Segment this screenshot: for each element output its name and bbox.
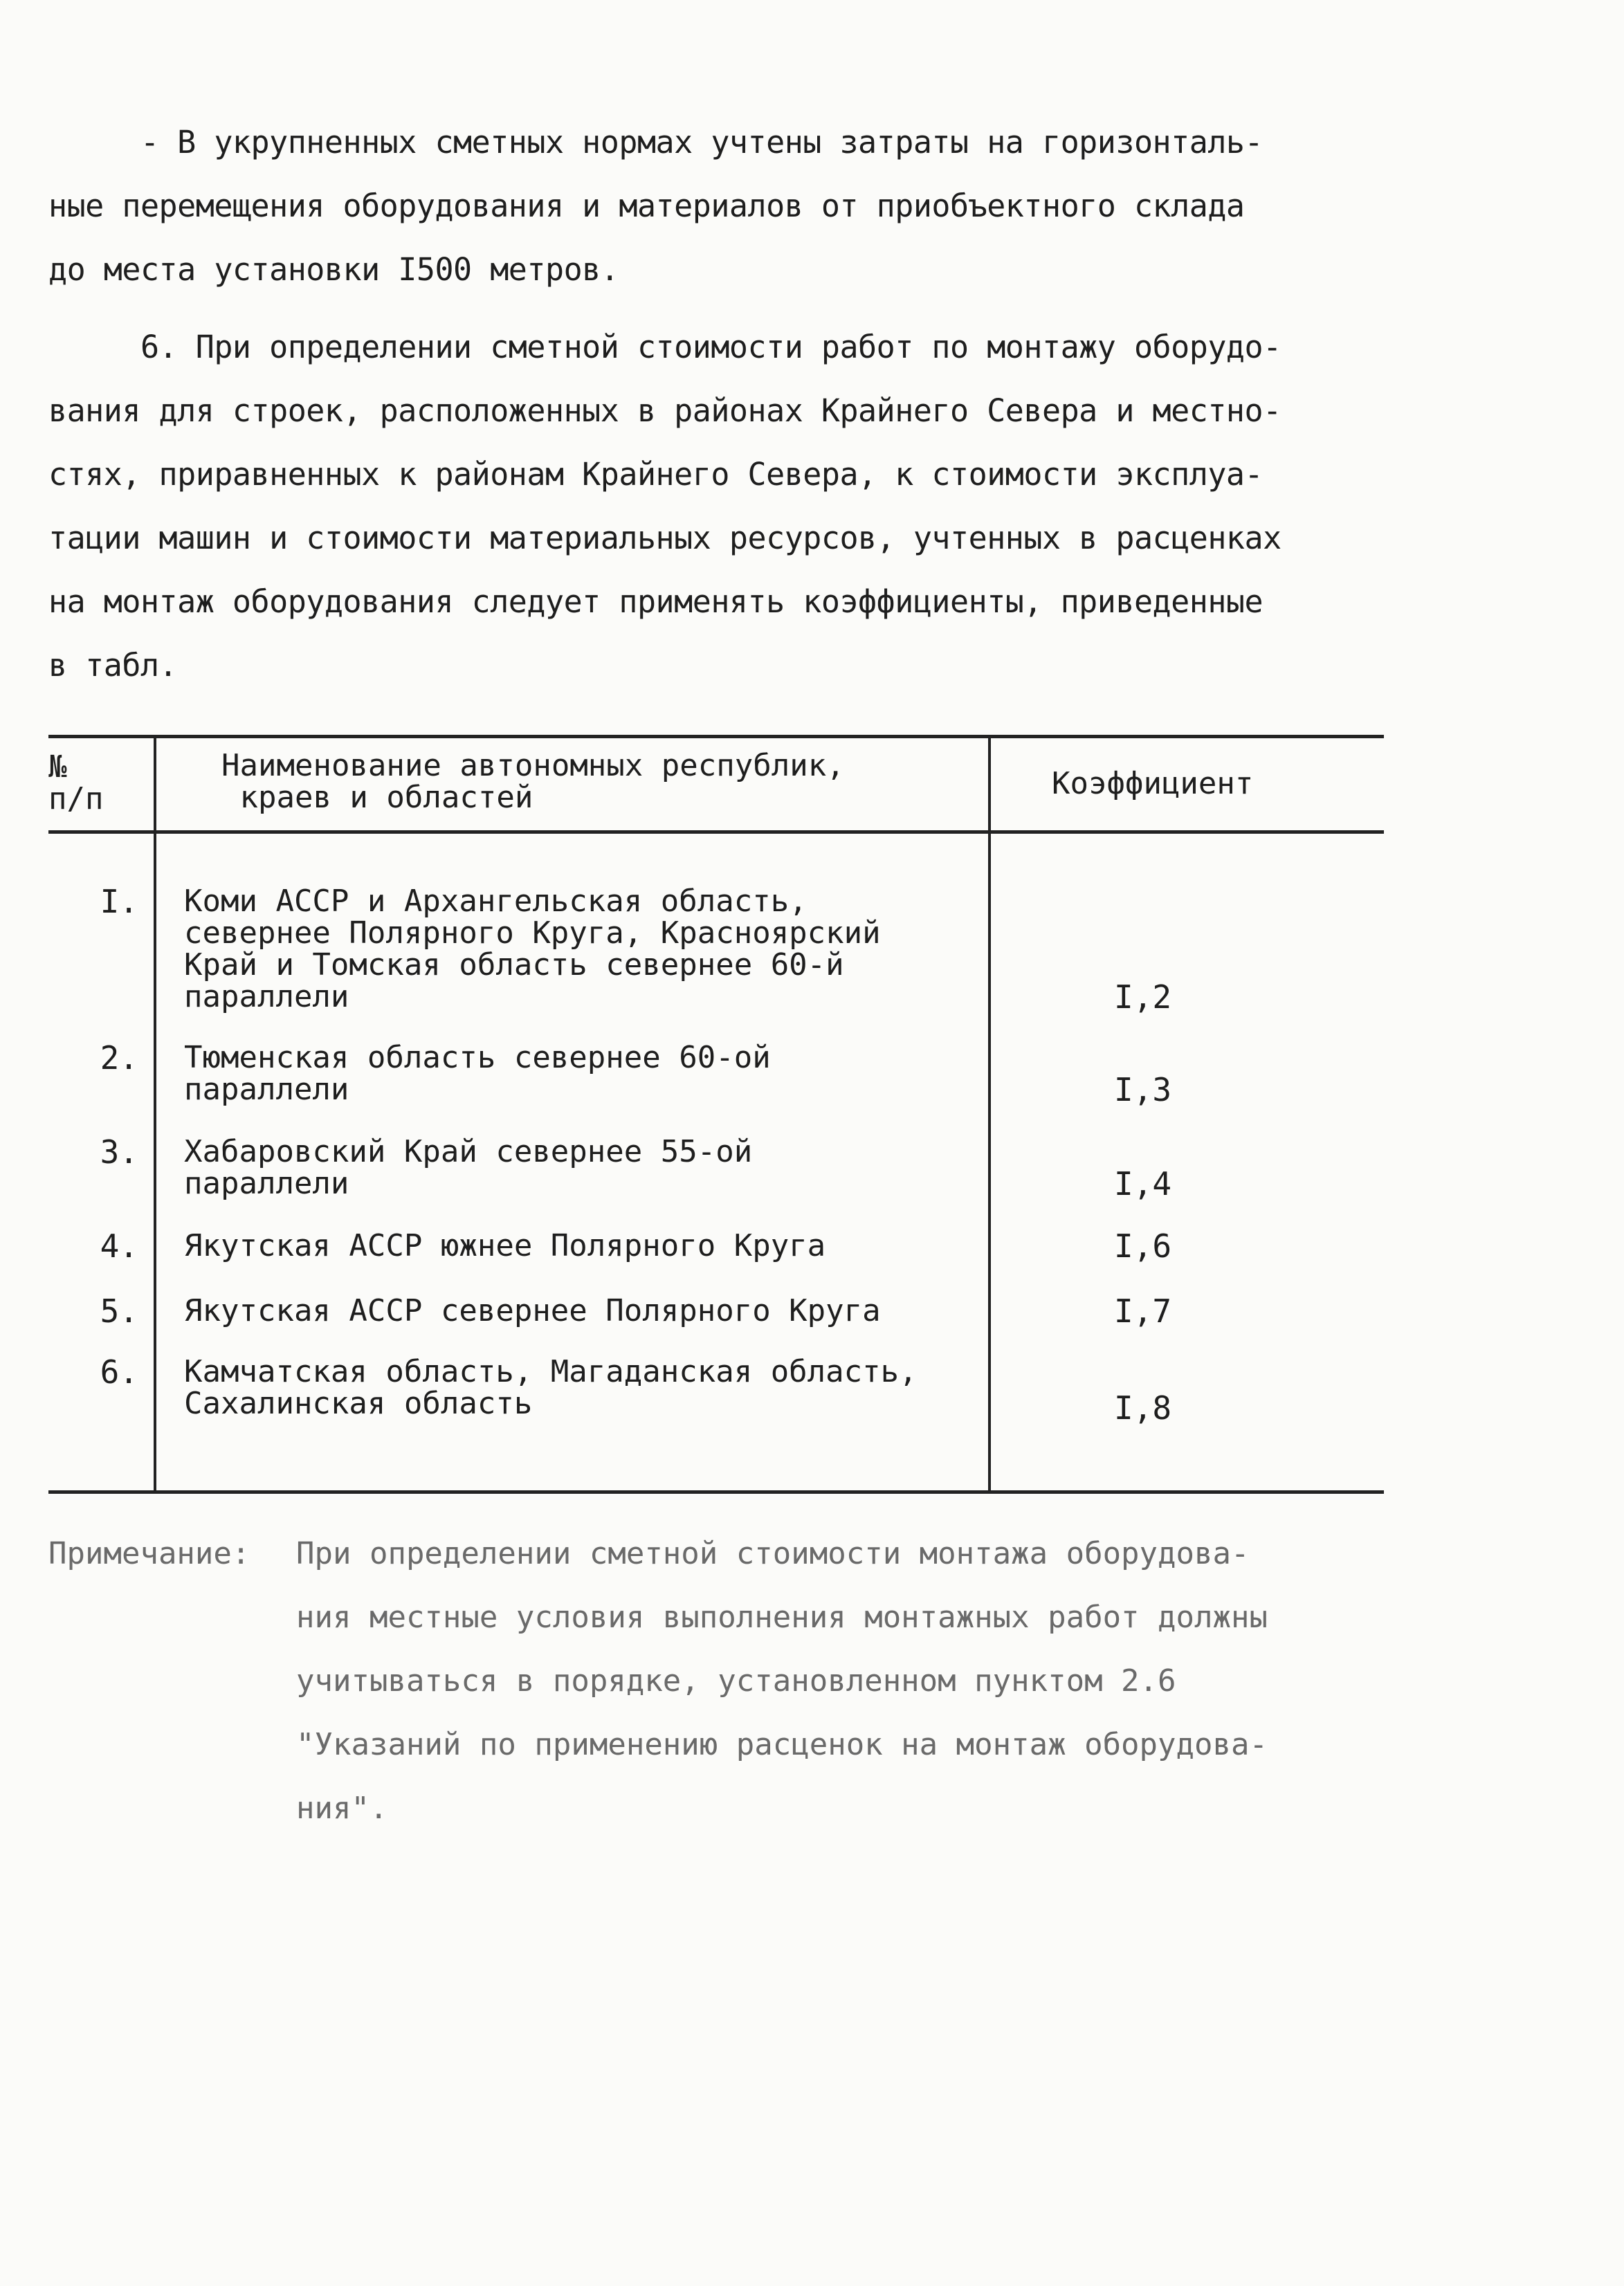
coefficients-table [48,735,1384,1493]
row-region: Якутская АССР южнее Полярного Круга [184,1228,826,1263]
text-line: ные перемещения оборудования и материалов от приобъектного склада [48,188,1245,224]
paragraph-item-6 [48,316,1349,697]
row-coefficient: I,8 [1114,1389,1172,1427]
row-number: 3. [100,1133,138,1171]
text-line: - В укрупненных сметных нормах учтены затраты на горизонталь- [48,124,1263,161]
text-line: стях, приравненных к районам Крайнего Севера, к стоимости эксплуа- [48,456,1263,493]
row-number: I. [100,883,138,920]
note-label: Примечание: [48,1536,250,1571]
text-line: в табл. [48,647,178,684]
text-line: "Указаний по применению расценок на монтаж оборудова- [296,1727,1268,1762]
row-region: Якутская АССР севернее Полярного Круга [184,1293,881,1328]
text-line: ния". [296,1791,388,1826]
text-line: до места установки I500 метров. [48,251,619,288]
table-top-rule [48,735,1384,738]
row-region: Хабаровский Край севернее 55-ой параллели [184,1134,753,1201]
column-header-region: Наименование автономных республик, краев и областей [221,748,845,815]
text-line: ния местные условия выполнения монтажных работ должны [296,1600,1268,1635]
row-coefficient: I,3 [1114,1071,1172,1108]
row-coefficient: I,4 [1114,1165,1172,1203]
paragraph-horizontal-movement [48,111,1349,302]
row-coefficient: I,6 [1114,1227,1172,1265]
text-line: вания для строек, расположенных в районах Крайнего Севера и местно- [48,392,1281,429]
column-header-coefficient: Коэффициент [1052,766,1254,801]
row-coefficient: I,7 [1114,1292,1172,1330]
row-region: Коми АССР и Архангельская область, севернее Полярного Круга, Красноярский Край и Томская область севернее 60-й параллели [184,884,881,1014]
table-header-rule [48,830,1384,834]
row-number: 2. [100,1039,138,1077]
row-number: 6. [100,1353,138,1391]
row-number: 5. [100,1292,138,1330]
text-line: 6. При определении сметной стоимости работ по монтажу оборудо- [48,329,1281,365]
text-line: При определении сметной стоимости монтажа оборудова- [296,1536,1250,1571]
row-region: Камчатская область, Магаданская область, Сахалинская область [184,1354,918,1421]
text-line: учитываться в порядке, установленном пунктом 2.6 [296,1663,1176,1699]
table-column-divider [154,735,156,1493]
row-region: Тюменская область севернее 60-ой параллели [184,1040,771,1107]
table-column-divider [988,735,991,1493]
row-number: 4. [100,1227,138,1265]
table-bottom-rule [48,1490,1384,1494]
note-text [296,1522,1362,1840]
row-coefficient: I,2 [1114,978,1172,1016]
text-line: тации машин и стоимости материальных ресурсов, учтенных в расценках [48,520,1281,556]
column-header-number: № п/п [48,749,104,816]
text-line: на монтаж оборудования следует применять коэффициенты, приведенные [48,583,1263,620]
